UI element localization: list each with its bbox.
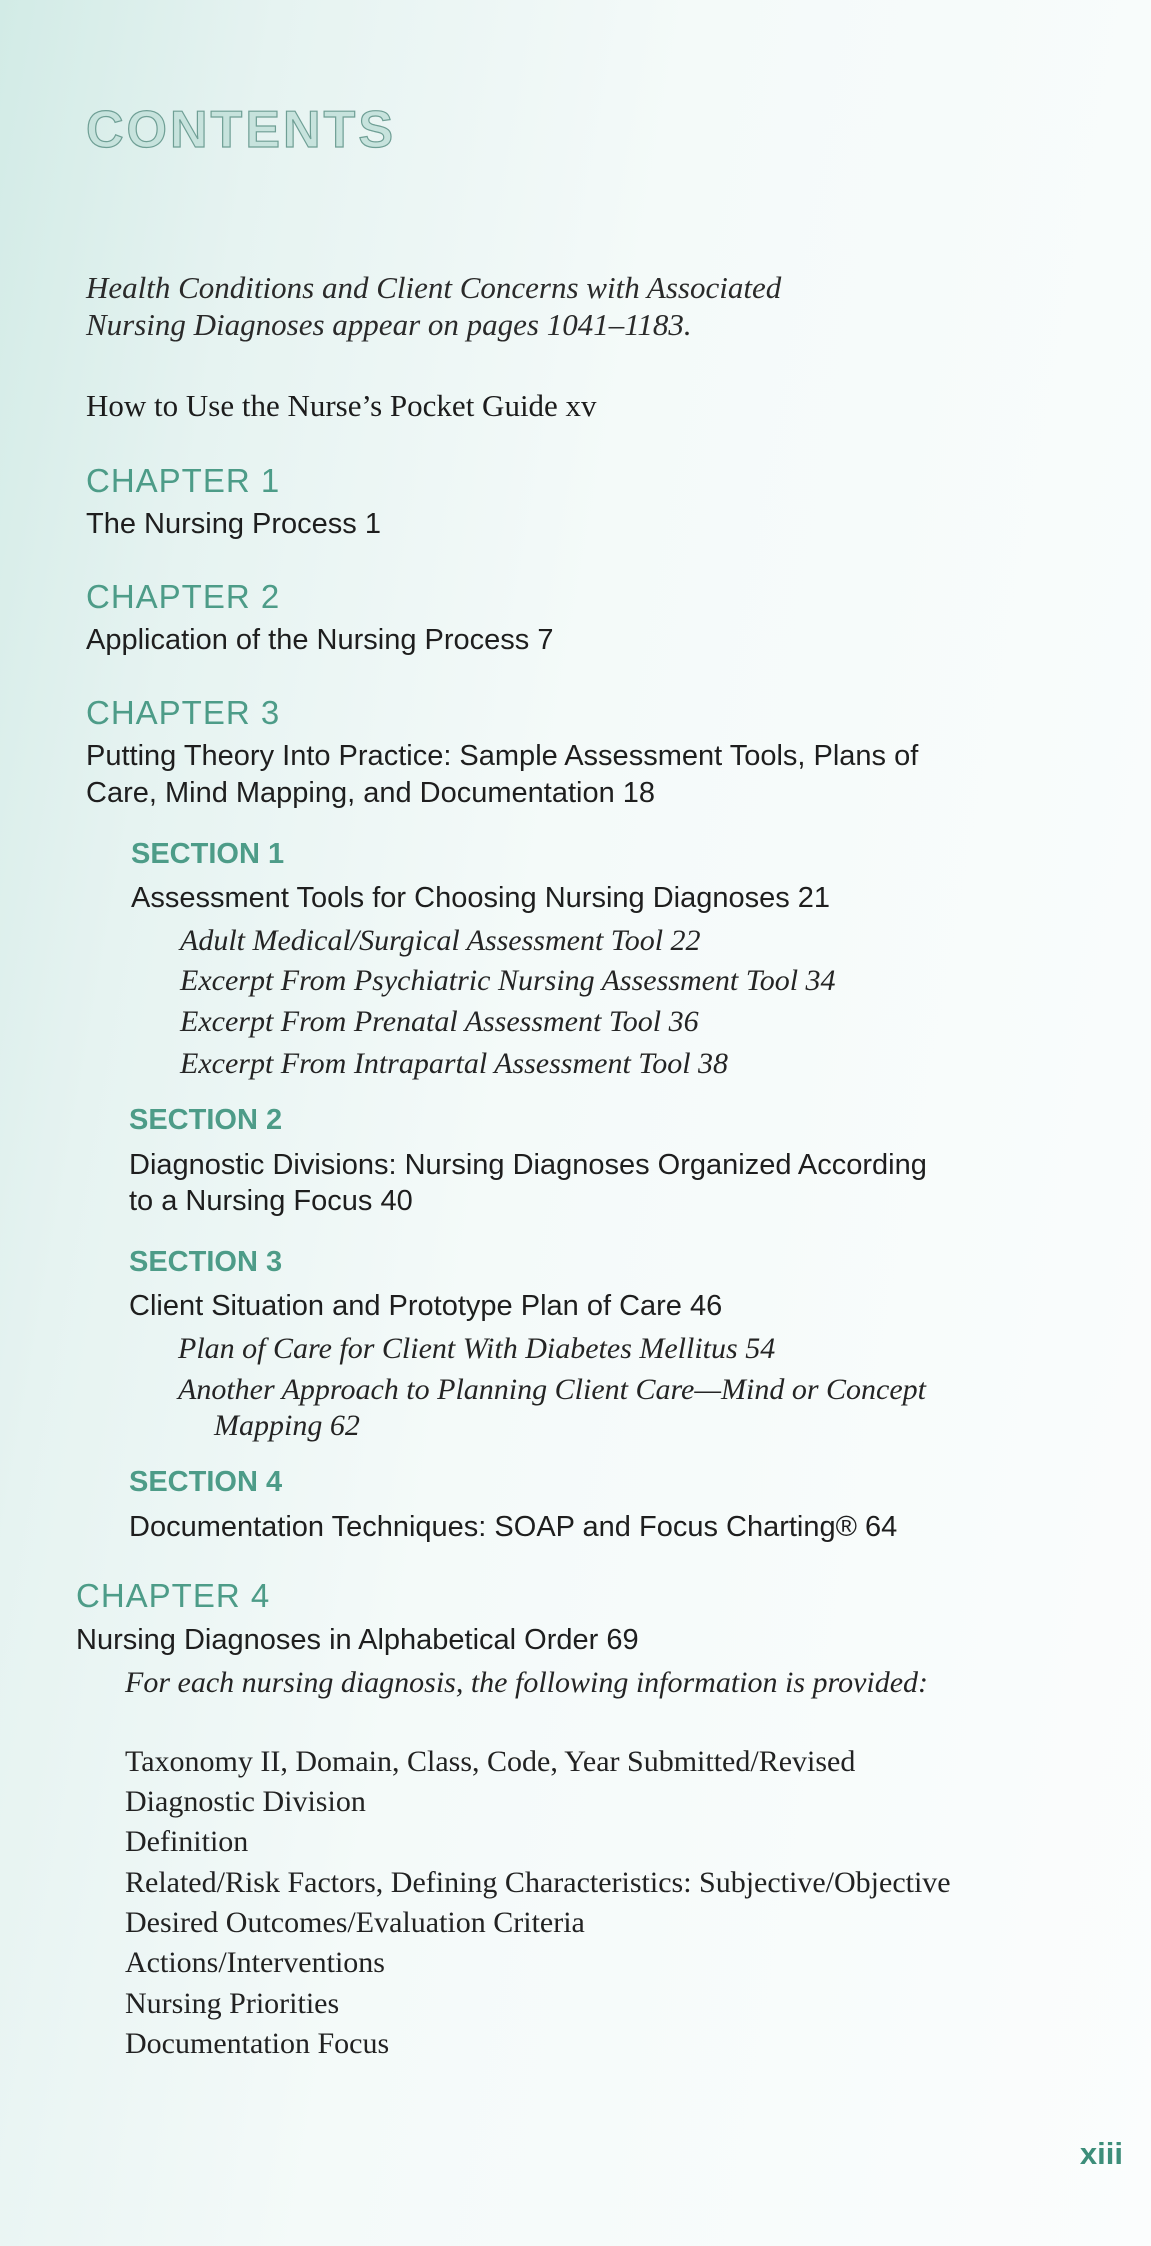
chapter-4-list-item: Definition	[125, 1825, 249, 1858]
section-1-item: Excerpt From Intrapartal Assessment Tool 38	[180, 1047, 729, 1080]
section-1-title: Assessment Tools for Choosing Nursing Diagnoses 21	[131, 882, 831, 914]
chapter-3-title-line1: Putting Theory Into Practice: Sample Assessment Tools, Plans of	[86, 740, 919, 772]
section-2-heading: SECTION 2	[129, 1104, 283, 1136]
chapter-4-title: Nursing Diagnoses in Alphabetical Order 69	[76, 1624, 639, 1656]
chapter-4-note: For each nursing diagnosis, the following information is provided:	[125, 1666, 929, 1699]
section-1-item: Excerpt From Prenatal Assessment Tool 36	[180, 1005, 699, 1038]
chapter-4-list-item: Nursing Priorities	[125, 1987, 340, 2020]
chapter-4-list-item: Diagnostic Division	[125, 1785, 366, 1818]
section-2-title-line2: to a Nursing Focus 40	[129, 1185, 413, 1217]
chapter-4-list-item: Desired Outcomes/Evaluation Criteria	[125, 1906, 585, 1939]
page-title: CONTENTS	[86, 101, 396, 159]
chapter-2-title: Application of the Nursing Process 7	[86, 624, 554, 656]
section-1-item: Adult Medical/Surgical Assessment Tool 22	[180, 924, 701, 957]
intro-note-line2: Nursing Diagnoses appear on pages 1041–1183.	[86, 307, 692, 342]
section-3-title: Client Situation and Prototype Plan of Care 46	[129, 1290, 723, 1322]
chapter-4-list-item: Documentation Focus	[125, 2027, 390, 2060]
chapter-3-title-line2: Care, Mind Mapping, and Documentation 18	[86, 777, 656, 809]
section-4-heading: SECTION 4	[129, 1466, 283, 1498]
section-1-heading: SECTION 1	[131, 838, 285, 870]
intro-note-line1: Health Conditions and Client Concerns with Associated	[86, 270, 782, 305]
chapter-3-heading: CHAPTER 3	[86, 694, 281, 731]
how-to-use-entry: How to Use the Nurse’s Pocket Guide xv	[86, 388, 597, 423]
section-3-item: Mapping 62	[214, 1409, 360, 1442]
section-1-item: Excerpt From Psychiatric Nursing Assessment Tool 34	[180, 964, 836, 997]
chapter-4-list-item: Related/Risk Factors, Defining Characteristics: Subjective/Objective	[125, 1866, 951, 1899]
chapter-1-title: The Nursing Process 1	[86, 508, 381, 540]
section-3-item: Plan of Care for Client With Diabetes Mellitus 54	[178, 1332, 776, 1365]
chapter-4-list-item: Actions/Interventions	[125, 1946, 385, 1979]
chapter-1-heading: CHAPTER 1	[86, 462, 281, 499]
section-3-heading: SECTION 3	[129, 1246, 283, 1278]
section-3-item: Another Approach to Planning Client Care—Mind or Concept	[178, 1373, 927, 1406]
page-number: xiii	[1079, 2136, 1123, 2171]
chapter-4-heading: CHAPTER 4	[76, 1577, 271, 1614]
chapter-2-heading: CHAPTER 2	[86, 578, 281, 615]
section-4-title: Documentation Techniques: SOAP and Focus Charting® 64	[129, 1511, 898, 1543]
chapter-4-list-item: Taxonomy II, Domain, Class, Code, Year Submitted/Revised	[125, 1745, 856, 1778]
section-2-title-line1: Diagnostic Divisions: Nursing Diagnoses Organized According	[129, 1149, 927, 1181]
